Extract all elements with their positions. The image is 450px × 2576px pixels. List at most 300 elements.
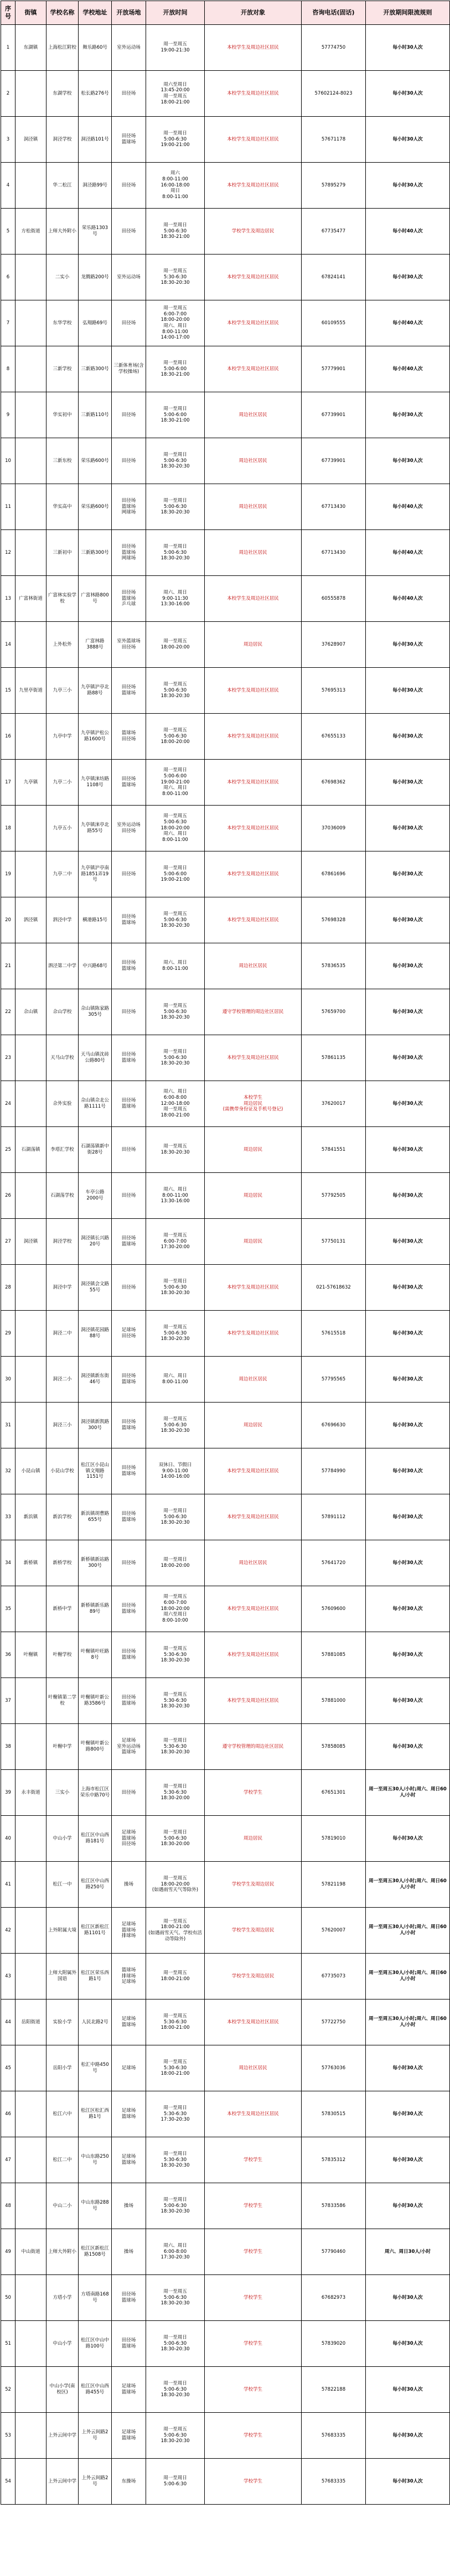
cell-open-hours: 周一至周日 18:00-20:00 — [146, 1540, 205, 1586]
cell-row-index: 25 — [1, 1127, 15, 1173]
cell-limit-rule: 每小时30人次 — [366, 668, 450, 714]
cell-limit-rule: 每小时30人次 — [366, 1632, 450, 1678]
cell-school-name: 石湖荡学校 — [46, 1173, 79, 1219]
cell-school-name: 泗泾中学 — [46, 897, 79, 943]
cell-phone: 57835312 — [302, 2137, 366, 2183]
cell-row-index: 38 — [1, 1724, 15, 1770]
cell-venue: 田径场 篮球场 — [112, 1494, 146, 1540]
cell-phone: 57695313 — [302, 668, 366, 714]
cell-phone: 57602124-8023 — [302, 71, 366, 117]
cell-school-name: 三新东校 — [46, 438, 79, 484]
cell-venue: 足球场 篮球场 田径场 — [112, 1816, 146, 1862]
cell-phone: 57861135 — [302, 1035, 366, 1081]
cell-limit-rule: 每小时30人次 — [366, 2367, 450, 2413]
cell-phone: 57821198 — [302, 1862, 366, 1908]
cell-school-address: 三新路300号 — [79, 530, 112, 576]
cell-open-hours: 周一至周五 5:00-6:30 18:30-20:30 — [146, 1403, 205, 1448]
cell-street — [15, 1403, 46, 1448]
cell-school-name: 泗泾第二中学 — [46, 943, 79, 989]
cell-open-hours: 周一至周五 6:00-7:00 17:30-20:00 — [146, 1219, 205, 1265]
table-row — [1, 71, 450, 117]
cell-school-address: 叶榭镇叶新公路800号 — [79, 1724, 112, 1770]
cell-phone: 57839020 — [302, 2321, 366, 2367]
cell-row-index: 39 — [1, 1770, 15, 1816]
header-col-limit: 开放期间限流规则 — [366, 1, 450, 25]
cell-venue: 田径场 — [112, 1127, 146, 1173]
cell-venue: 田径场 — [112, 438, 146, 484]
cell-school-address: 龙腾路200号 — [79, 255, 112, 300]
cell-open-hours: 周一至周日 5:00-6:00 18:30-21:00 — [146, 346, 205, 392]
cell-limit-rule: 每小时40人次 — [366, 484, 450, 530]
cell-venue: 田径场 篮球场 — [112, 668, 146, 714]
cell-school-name: 九亭中学 — [46, 714, 79, 760]
cell-limit-rule: 每小时30人次 — [366, 163, 450, 209]
cell-open-hours: 周六至周日 13:45-20:00 周一至周五 18:00-21:00 — [146, 71, 205, 117]
cell-school-address: 九亭镇沪亭北路88号 — [79, 668, 112, 714]
cell-venue: 田径场 篮球场 — [112, 117, 146, 163]
cell-school-name: 华实高中 — [46, 484, 79, 530]
cell-phone: 57698328 — [302, 897, 366, 943]
cell-open-hours: 周一至周日 5:00-6:00 19:00-21:00 — [146, 851, 205, 897]
cell-school-address: 洞泾路101号 — [79, 117, 112, 163]
cell-row-index: 29 — [1, 1311, 15, 1357]
cell-open-hours: 周一至周日 5:00-6:30 18:30-20:30 — [146, 2183, 205, 2229]
cell-phone: 57895279 — [302, 163, 366, 209]
cell-school-address: 舞乐路60号 — [79, 25, 112, 71]
cell-row-index: 9 — [1, 392, 15, 438]
cell-school-address: 方塔南路168号 — [79, 2275, 112, 2321]
cell-open-audience: 学校学生 — [205, 2275, 302, 2321]
cell-limit-rule: 每小时30人次 — [366, 438, 450, 484]
cell-school-address: 松江区松汇西路1号 — [79, 2091, 112, 2137]
cell-venue: 篮球场 田径场 — [112, 714, 146, 760]
table-row — [1, 2321, 450, 2367]
cell-school-address: 洞泾镇新东街46号 — [79, 1357, 112, 1403]
cell-open-hours: 周一至周五 18:00-21:00 — [146, 1954, 205, 1999]
cell-limit-rule: 每小时40人次 — [366, 300, 450, 346]
cell-open-audience: 本校学生及周边社区居民 — [205, 1678, 302, 1724]
cell-open-hours: 周一至周日 5:30-6:30 18:30-20:00 — [146, 1770, 205, 1816]
cell-limit-rule: 周一至周五30人/小时;周六、周日60人/小时 — [366, 1954, 450, 1999]
cell-open-audience: 周边社区居民 — [205, 943, 302, 989]
cell-open-hours: 周一至周五 18:30-20:30 — [146, 1127, 205, 1173]
cell-limit-rule: 每小时30人次 — [366, 71, 450, 117]
cell-venue: 田径场 篮球场 — [112, 2321, 146, 2367]
cell-school-address: 洞泾镇长兴路20号 — [79, 1219, 112, 1265]
cell-limit-rule: 每小时30人次 — [366, 1081, 450, 1127]
cell-street: 广富林街道 — [15, 576, 46, 622]
table-row — [1, 1311, 450, 1357]
cell-venue: 田径场 篮球场 — [112, 1448, 146, 1494]
cell-open-audience: 学校学生 — [205, 2183, 302, 2229]
cell-phone: 57833586 — [302, 2183, 366, 2229]
cell-limit-rule: 周六、周日30人/小时 — [366, 2229, 450, 2275]
cell-row-index: 52 — [1, 2367, 15, 2413]
cell-row-index: 14 — [1, 622, 15, 668]
cell-open-audience: 学校学生 — [205, 2413, 302, 2459]
table-row — [1, 2229, 450, 2275]
table-row — [1, 1081, 450, 1127]
table-row — [1, 622, 450, 668]
table-row — [1, 209, 450, 255]
cell-street — [15, 1173, 46, 1219]
header-col-venue: 开放场地 — [112, 1, 146, 25]
cell-school-name: 新浜学校 — [46, 1494, 79, 1540]
cell-street: 永丰街道 — [15, 1770, 46, 1816]
cell-limit-rule: 每小时40人次 — [366, 209, 450, 255]
cell-school-address: 松江区新松江路1101号 — [79, 1908, 112, 1954]
cell-school-name: 新桥中学 — [46, 1586, 79, 1632]
cell-row-index: 26 — [1, 1173, 15, 1219]
cell-open-hours: 周一至周日 5:00-6:30 18:30-20:00 — [146, 1816, 205, 1862]
cell-school-name: 叶榭中学 — [46, 1724, 79, 1770]
cell-limit-rule: 每小时30人次 — [366, 1816, 450, 1862]
cell-row-index: 28 — [1, 1265, 15, 1311]
cell-school-address: 中山东路288号 — [79, 2183, 112, 2229]
cell-phone: 60109555 — [302, 300, 366, 346]
cell-phone: 021-57618632 — [302, 1265, 366, 1311]
cell-venue: 田径场 篮球场 — [112, 1678, 146, 1724]
cell-row-index: 36 — [1, 1632, 15, 1678]
cell-venue: 室外运动场 — [112, 255, 146, 300]
cell-street — [15, 392, 46, 438]
cell-phone: 57790460 — [302, 2229, 366, 2275]
cell-school-name: 新桥学校 — [46, 1540, 79, 1586]
cell-street: 小昆山镇 — [15, 1448, 46, 1494]
cell-limit-rule: 每小时30人次 — [366, 1311, 450, 1357]
cell-street: 佘山镇 — [15, 989, 46, 1035]
cell-limit-rule: 每小时30人次 — [366, 806, 450, 851]
cell-street — [15, 2137, 46, 2183]
cell-phone: 67713430 — [302, 484, 366, 530]
cell-open-audience: 本校学生及周边社区居民 — [205, 71, 302, 117]
cell-phone: 57881000 — [302, 1678, 366, 1724]
cell-phone: 57881085 — [302, 1632, 366, 1678]
cell-school-address: 新桥镇新乐路89号 — [79, 1586, 112, 1632]
cell-street — [15, 2045, 46, 2091]
cell-venue: 足球场 篮球场 — [112, 1999, 146, 2045]
table-row — [1, 484, 450, 530]
cell-row-index: 27 — [1, 1219, 15, 1265]
cell-open-hours: 周一至周日 5:30-6:30 17:30-20:30 — [146, 2091, 205, 2137]
cell-street — [15, 1311, 46, 1357]
cell-open-audience: 本校学生及周边社区居民 — [205, 576, 302, 622]
table-row — [1, 1954, 450, 1999]
cell-school-address: 佘山镇佘北公路1111号 — [79, 1081, 112, 1127]
cell-open-hours: 周六、周日 8:00-11:00 — [146, 943, 205, 989]
cell-street — [15, 1081, 46, 1127]
cell-school-address: 洞泾路99号 — [79, 163, 112, 209]
cell-street — [15, 2321, 46, 2367]
cell-phone: 67698362 — [302, 760, 366, 806]
cell-school-name: 九亭二中 — [46, 851, 79, 897]
cell-street — [15, 1357, 46, 1403]
table-row — [1, 897, 450, 943]
header-col-phone: 咨询电话(固话) — [302, 1, 366, 25]
cell-street: 九亭镇 — [15, 760, 46, 806]
cell-open-hours: 周一至周五 5:00-6:30 18:30-20:30 — [146, 989, 205, 1035]
cell-street: 新浜镇 — [15, 1494, 46, 1540]
cell-open-audience: 遵守学校管理的周边社区居民 — [205, 989, 302, 1035]
cell-school-name: 上外松外 — [46, 622, 79, 668]
cell-row-index: 16 — [1, 714, 15, 760]
cell-street — [15, 2275, 46, 2321]
cell-school-name: 洞泾二小 — [46, 1357, 79, 1403]
cell-school-address: 松汇中路450号 — [79, 2045, 112, 2091]
cell-limit-rule: 每小时30人次 — [366, 392, 450, 438]
cell-school-address: 松江区中山西路455号 — [79, 2367, 112, 2413]
cell-phone: 57841551 — [302, 1127, 366, 1173]
cell-phone: 57795565 — [302, 1357, 366, 1403]
cell-open-hours: 周一至周日 5:00-6:30 18:30-20:30 — [146, 2321, 205, 2367]
cell-limit-rule: 每小时30人次 — [366, 943, 450, 989]
cell-open-audience: 学校学生 — [205, 2137, 302, 2183]
cell-school-address: 荣乐路600号 — [79, 484, 112, 530]
cell-limit-rule: 每小时30人次 — [366, 2137, 450, 2183]
cell-school-name: 上外云间中学 — [46, 2459, 79, 2505]
cell-venue: 篮球场 排球场 足球场 — [112, 1954, 146, 1999]
cell-phone: 57784990 — [302, 1448, 366, 1494]
header-col-school: 学校名称 — [46, 1, 79, 25]
cell-school-address: 弘翔路69号 — [79, 300, 112, 346]
cell-open-hours: 周一至周五 6:00-7:00 18:00-20:00 周六、周日 8:00-11:00 14:00-17:00 — [146, 300, 205, 346]
cell-street — [15, 1862, 46, 1908]
cell-row-index: 13 — [1, 576, 15, 622]
cell-street — [15, 530, 46, 576]
cell-school-name: 东湖学校 — [46, 71, 79, 117]
cell-phone: 57858085 — [302, 1724, 366, 1770]
cell-venue: 操场 — [112, 1862, 146, 1908]
cell-phone: 60555878 — [302, 576, 366, 622]
cell-open-hours: 周一至周五 19:00-21:30 — [146, 25, 205, 71]
table-row — [1, 2183, 450, 2229]
cell-limit-rule: 每小时30人次 — [366, 1265, 450, 1311]
table-row — [1, 1586, 450, 1632]
cell-row-index: 31 — [1, 1403, 15, 1448]
cell-school-name: 松江六中 — [46, 2091, 79, 2137]
cell-open-audience: 本校学生及周边社区居民 — [205, 300, 302, 346]
cell-school-address: 九亭镇涞坊路1108号 — [79, 760, 112, 806]
cell-school-name: 松江二中 — [46, 2137, 79, 2183]
cell-open-hours: 周一至周日 5:00-6:30 18:30-20:30 — [146, 438, 205, 484]
cell-row-index: 54 — [1, 2459, 15, 2505]
cell-school-name: 佘外实验 — [46, 1081, 79, 1127]
cell-open-audience: 学校学生 — [205, 2367, 302, 2413]
cell-row-index: 40 — [1, 1816, 15, 1862]
cell-limit-rule: 每小时30人次 — [366, 1219, 450, 1265]
table-row — [1, 1770, 450, 1816]
cell-school-address: 松江区中山中路100号 — [79, 2321, 112, 2367]
cell-school-name: 九亭三小 — [46, 668, 79, 714]
cell-street — [15, 1265, 46, 1311]
open-venues-table — [1, 1, 450, 2505]
cell-phone: 37628907 — [302, 622, 366, 668]
table-row — [1, 25, 450, 71]
cell-open-audience: 学校学生 — [205, 2229, 302, 2275]
cell-venue: 足球场 篮球场 — [112, 2091, 146, 2137]
cell-street — [15, 300, 46, 346]
cell-school-name: 东华学校 — [46, 300, 79, 346]
cell-street — [15, 943, 46, 989]
cell-row-index: 11 — [1, 484, 15, 530]
cell-open-audience: 本校学生及周边社区居民 — [205, 1265, 302, 1311]
cell-limit-rule: 每小时30人次 — [366, 117, 450, 163]
cell-open-hours: 周一至周日 5:00-6:30 18:30-20:30 — [146, 1265, 205, 1311]
cell-school-address: 上外云间路2号 — [79, 2413, 112, 2459]
table-row — [1, 346, 450, 392]
cell-school-name: 上师大附属外国语 — [46, 1954, 79, 1999]
table-row — [1, 760, 450, 806]
table-row — [1, 1816, 450, 1862]
cell-limit-rule: 周一至周五30人/小时;周六、周日60人/小时 — [366, 1770, 450, 1816]
cell-school-name: 上外附属大境 — [46, 1908, 79, 1954]
cell-open-audience: 本校学生及周边社区居民 — [205, 1035, 302, 1081]
table-row — [1, 163, 450, 209]
cell-street — [15, 163, 46, 209]
cell-open-audience: 本校学生及周边社区居民 — [205, 714, 302, 760]
cell-school-name: 岳阳小学 — [46, 2045, 79, 2091]
cell-venue: 田径场 篮球场 — [112, 1632, 146, 1678]
cell-school-name: 实验小学 — [46, 1999, 79, 2045]
cell-school-name: 二实小 — [46, 255, 79, 300]
cell-row-index: 17 — [1, 760, 15, 806]
table-row — [1, 1035, 450, 1081]
cell-street — [15, 1678, 46, 1724]
cell-open-hours: 周一至周日 5:30-6:30 18:30-20:30 — [146, 2137, 205, 2183]
cell-row-index: 23 — [1, 1035, 15, 1081]
cell-open-audience: 本校学生及周边社区居民 — [205, 117, 302, 163]
cell-open-audience: 本校学生及周边社区居民 — [205, 1632, 302, 1678]
cell-limit-rule: 每小时30人次 — [366, 989, 450, 1035]
cell-open-audience: 学校学生 — [205, 1770, 302, 1816]
cell-street — [15, 255, 46, 300]
cell-open-hours: 周一至周日 5:00-6:30 18:30-20:30 — [146, 530, 205, 576]
cell-row-index: 10 — [1, 438, 15, 484]
cell-open-audience: 周边居民 — [205, 622, 302, 668]
cell-school-address: 广富林路3888号 — [79, 622, 112, 668]
cell-street: 新桥镇 — [15, 1540, 46, 1586]
cell-venue: 田径场 — [112, 989, 146, 1035]
cell-school-name: 广富林实验学校 — [46, 576, 79, 622]
cell-school-name: 中山小学(南校区) — [46, 2367, 79, 2413]
cell-school-name: 三实小 — [46, 1770, 79, 1816]
cell-venue: 足球场 篮球场 — [112, 2137, 146, 2183]
cell-open-hours: 周一至周日 5:00-6:30 — [146, 2459, 205, 2505]
table-row — [1, 1908, 450, 1954]
cell-street: 九里亭街道 — [15, 668, 46, 714]
cell-phone: 67682973 — [302, 2275, 366, 2321]
cell-row-index: 41 — [1, 1862, 15, 1908]
cell-street — [15, 2367, 46, 2413]
cell-school-name: 九亭二小 — [46, 760, 79, 806]
cell-open-audience: 本校学生及周边社区居民 — [205, 760, 302, 806]
cell-school-name: 上师大外附小 — [46, 2229, 79, 2275]
cell-open-hours: 周一至周日 5:00-6:00 19:00-21:00 周六、周日 8:00-11:00 — [146, 760, 205, 806]
cell-open-audience: 周边居民 — [205, 1816, 302, 1862]
cell-row-index: 51 — [1, 2321, 15, 2367]
cell-street: 石湖荡镇 — [15, 1127, 46, 1173]
cell-school-address: 九亭镇沪松公路1600号 — [79, 714, 112, 760]
cell-school-address: 叶榭镇叶旺路8号 — [79, 1632, 112, 1678]
cell-open-audience: 学校学生及周边居民 — [205, 209, 302, 255]
cell-open-audience: 本校学生及周边社区居民 — [205, 806, 302, 851]
cell-row-index: 48 — [1, 2183, 15, 2229]
cell-limit-rule: 每小时30人次 — [366, 714, 450, 760]
cell-open-hours: 周一至周五 5:00-6:30 18:00-20:00 — [146, 714, 205, 760]
cell-street — [15, 1724, 46, 1770]
table-row — [1, 851, 450, 897]
cell-street — [15, 1908, 46, 1954]
cell-school-address: 广富林路800号 — [79, 576, 112, 622]
cell-venue: 田径场 — [112, 392, 146, 438]
cell-venue: 田径场 — [112, 1265, 146, 1311]
cell-phone: 67824141 — [302, 255, 366, 300]
cell-open-hours: 周一至周五 5:00-6:30 18:30-20:30 — [146, 668, 205, 714]
cell-open-audience: 本校学生及周边社区居民 — [205, 1311, 302, 1357]
cell-limit-rule: 每小时30人次 — [366, 1586, 450, 1632]
cell-open-hours: 周一至周五 5:30-6:30 18:00-21:00 — [146, 2045, 205, 2091]
cell-open-audience: 周边社区居民 — [205, 2045, 302, 2091]
cell-limit-rule: 每小时30人次 — [366, 25, 450, 71]
cell-phone: 67735477 — [302, 209, 366, 255]
table-row — [1, 1724, 450, 1770]
cell-venue: 田径场 篮球场 — [112, 1586, 146, 1632]
table-row — [1, 2413, 450, 2459]
cell-venue: 室外运动场 田径场 — [112, 806, 146, 851]
cell-row-index: 18 — [1, 806, 15, 851]
cell-open-audience: 周边社区居民 — [205, 392, 302, 438]
cell-limit-rule: 每小时40人次 — [366, 346, 450, 392]
cell-school-address: 荣乐路600号 — [79, 438, 112, 484]
cell-open-audience: 周边居民 — [205, 1173, 302, 1219]
table-row — [1, 1540, 450, 1586]
cell-open-hours: 周一至周五 5:00-6:30 18:30-20:30 — [146, 2275, 205, 2321]
cell-limit-rule: 每小时30人次 — [366, 255, 450, 300]
cell-open-hours: 周一至周日 5:00-6:30 18:30-20:30 — [146, 1494, 205, 1540]
table-row — [1, 2275, 450, 2321]
cell-phone: 37036009 — [302, 806, 366, 851]
cell-open-audience: 本校学生及周边社区居民 — [205, 668, 302, 714]
cell-school-name: 松江一中 — [46, 1862, 79, 1908]
cell-school-name: 九亭五小 — [46, 806, 79, 851]
cell-open-hours: 周一至周日 5:00-6:30 18:30-20:30 — [146, 1035, 205, 1081]
cell-school-address: 松江区荣乐西路1号 — [79, 1954, 112, 1999]
cell-venue: 田径场 篮球场 — [112, 1357, 146, 1403]
cell-street — [15, 714, 46, 760]
cell-open-hours: 周一至周五 18:00-20:00 — [146, 622, 205, 668]
cell-row-index: 12 — [1, 530, 15, 576]
cell-open-hours: 周一至周五 6:00-7:00 18:00-20:00 周六至周日 8:00-10:00 — [146, 1586, 205, 1632]
cell-school-address: 松江区新松江路1508号 — [79, 2229, 112, 2275]
cell-venue: 室外篮球场 田径场 — [112, 622, 146, 668]
cell-open-audience: 周边居民 — [205, 1403, 302, 1448]
cell-open-audience: 本校学生及周边社区居民 — [205, 346, 302, 392]
cell-phone: 37620017 — [302, 1081, 366, 1127]
cell-venue: 操场 — [112, 2183, 146, 2229]
cell-street: 泗泾镇 — [15, 897, 46, 943]
table-row — [1, 1265, 450, 1311]
cell-open-hours: 周一至周五 5:30-6:30 18:30-20:30 — [146, 255, 205, 300]
cell-open-hours: 周六、周日 9:00-11:30 13:30-16:00 — [146, 576, 205, 622]
cell-school-address: 天马山镇沈砖公路80号 — [79, 1035, 112, 1081]
cell-venue: 东操场 — [112, 2459, 146, 2505]
cell-school-name: 洞泾中学 — [46, 1265, 79, 1311]
cell-open-hours: 周一至周五 5:00-6:30 18:30-20:30 — [146, 897, 205, 943]
cell-limit-rule: 每小时30人次 — [366, 2413, 450, 2459]
cell-street: 叶榭镇 — [15, 1632, 46, 1678]
table-row — [1, 668, 450, 714]
cell-school-address: 石湖荡镇新中街28号 — [79, 1127, 112, 1173]
